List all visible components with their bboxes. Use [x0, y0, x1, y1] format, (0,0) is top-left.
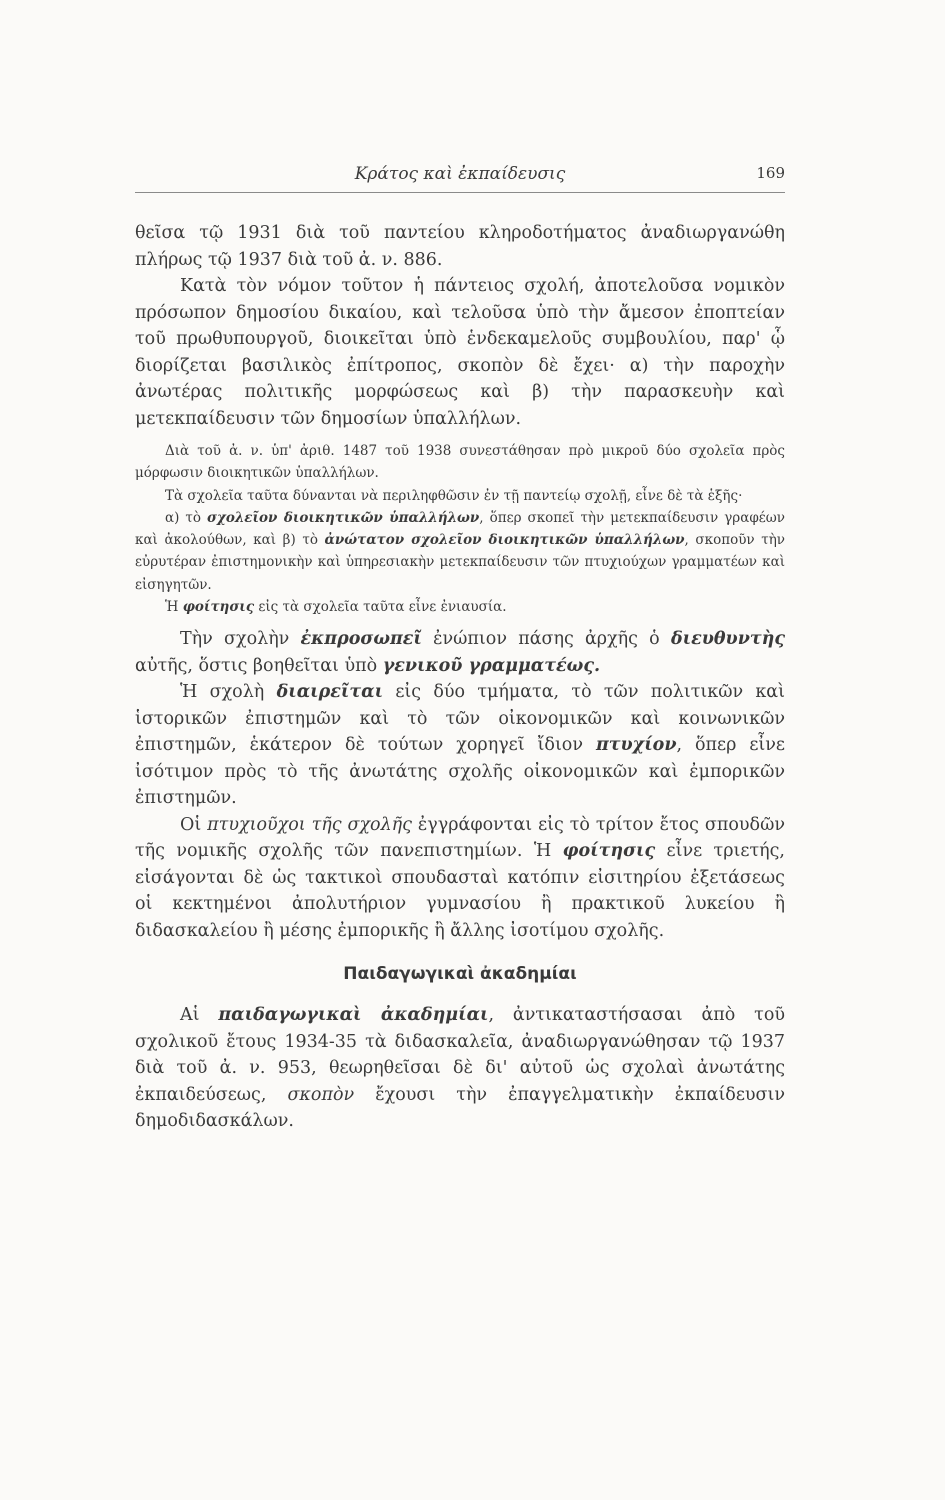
emphasis-diploma: πτυχίον: [595, 735, 677, 756]
header-rule: [135, 192, 785, 193]
paragraph-schools-founded: Διὰ τοῦ ἀ. ν. ὑπ' ἀριθ. 1487 τοῦ 1938 συνεστάθησαν πρὸ μικροῦ δύο σχολεῖα πρὸς μόρφωσιν διοικητικῶν ὑπαλλήλων.: [135, 443, 785, 482]
paragraph-academies: Αἱ παιδαγωγικαὶ ἀκαδημίαι, ἀντικαταστήσασαι ἀπὸ τοῦ σχολικοῦ ἔτους 1934-35 τὰ διδασκαλεῖα, ἀναδιωργανώθησαν τῷ 1937 διὰ τοῦ ἀ. ν. 953, θεωρηθεῖσαι δὲ δι' αὐτοῦ ὡς σχολαὶ ἀνωτάτης ἐκπαιδεύσεως, σκοπὸν ἔχουσι τὴν ἐπαγγελματικὴν ἐκπαίδευσιν δημοδιδασκάλων.: [135, 1005, 786, 1132]
emphasis-director: διευθυντὴς: [670, 629, 785, 650]
page-body: [135, 220, 785, 1135]
emphasis-divided: διαιρεῖται: [276, 682, 384, 703]
paragraph-divisions: Ἡ σχολὴ διαιρεῖται εἰς δύο τμήματα, τὸ τῶν πολιτικῶν καὶ ἱστορικῶν ἐπιστημῶν καὶ τὸ τῶν οἰκονομικῶν καὶ κοινωνικῶν ἐπιστημῶν, ἑκάτερον δὲ τούτων χορηγεῖ ἴδιον πτυχίον, ὅπερ εἶνε ἰσότιμον πρὸς τὸ τῆς ἀνωτάτης σχολῆς οἰκονομικῶν καὶ ἐμπορικῶν ἐπιστημῶν.: [135, 682, 785, 809]
emphasis-attendance-2: φοίτησις: [562, 841, 656, 862]
paragraph-graduates: Οἱ πτυχιοῦχοι τῆς σχολῆς ἐγγράφονται εἰς τὸ τρίτον ἔτος σπουδῶν τῆς νομικῆς σχολῆς τῶν πανεπιστημίων. Ἡ φοίτησις εἶνε τριετής, εἰσάγονται δὲ ὡς τακτικοὶ σπουδασταὶ κατόπιν εἰσιτηρίου ἐξετάσεως οἱ κεκτημένοι ἀπολυτήριον γυμνασίου ἢ πρακτικοῦ λυκείου ἢ διδασκαλείου ἢ μέσης ἐμπορικῆς ἢ ἄλλης ἰσοτίμου σχολῆς.: [135, 814, 785, 941]
running-title: Κράτος καὶ ἐκπαίδευσις: [354, 164, 566, 184]
page-number: 169: [756, 164, 785, 182]
emphasis-academies: παιδαγωγικαὶ ἀκαδημίαι: [218, 1005, 489, 1026]
emphasis-graduates: πτυχιοῦχοι τῆς σχολῆς: [207, 814, 412, 835]
emphasis-attendance: φοίτησις: [182, 599, 255, 616]
emphasis-represents: ἐκπροσωπεῖ: [300, 629, 422, 650]
paragraph-attendance: Ἡ φοίτησις εἰς τὰ σχολεῖα ταῦτα εἶνε ἐνιαυσία.: [165, 599, 507, 616]
paragraph-continuation: θεῖσα τῷ 1931 διὰ τοῦ παντείου κληροδοτήματος ἀναδιωργανώθη πλήρως τῷ 1937 διὰ τοῦ ἀ. ν. 886.: [135, 223, 785, 270]
paragraph-schools-list: α) τὸ σχολεῖον διοικητικῶν ὑπαλλήλων, ὅπερ σκοπεῖ τὴν μετεκπαίδευσιν γραφέων καὶ ἀκολούθων, καὶ β) τὸ ἀνώτατον σχολεῖον διοικητικῶν ὑπαλλήλων, σκοποῦν τὴν εὐρυτέραν ἐπιστημονικὴν καὶ ὑπηρεσιακὴν μετεκπαίδευσιν τῶν πτυχιούχων γραμματέων καὶ εἰσηγητῶν.: [135, 509, 785, 593]
emphasis-secretary: γενικοῦ γραμματέως.: [382, 655, 601, 676]
paragraph-schools-list-intro: Τὰ σχολεῖα ταῦτα δύνανται νὰ περιληφθῶσιν ἐν τῇ παντείῳ σχολῇ, εἶνε δὲ τὰ ἑξῆς·: [165, 487, 743, 504]
paragraph-pantios-law: Κατὰ τὸν νόμον τοῦτον ἡ πάντειος σχολή, ἀποτελοῦσα νομικὸν πρόσωπον δημοσίου δικαίου, καὶ τελοῦσα ὑπὸ τὴν ἄμεσον ἐποπτείαν τοῦ πρωθυπουργοῦ, διοικεῖται ὑπὸ ἑνδεκαμελοῦς συμβουλίου, παρ' ᾧ διορίζεται βασιλικὸς ἐπίτροπος, σκοπὸν δὲ ἔχει· α) τὴν παροχὴν ἀνωτέρας πολιτικῆς μορφώσεως καὶ β) τὴν παρασκευὴν καὶ μετεκπαίδευσιν τῶν δημοσίων ὑπαλλήλων.: [135, 276, 785, 429]
section-heading: Παιδαγωγικαὶ ἀκαδημίαι: [343, 964, 577, 985]
emphasis-school-a: σχολεῖον διοικητικῶν ὑπαλλήλων: [207, 509, 480, 526]
paragraph-representation: Τὴν σχολὴν ἐκπροσωπεῖ ἐνώπιον πάσης ἀρχῆς ὁ διευθυντὴς αὐτῆς, ὅστις βοηθεῖται ὑπὸ γενικοῦ γραμματέως.: [135, 629, 785, 676]
emphasis-purpose: σκοπὸν: [287, 1084, 355, 1105]
page-header: [135, 160, 785, 190]
emphasis-school-b: ἀνώτατον σχολεῖον διοικητικῶν ὑπαλλήλων: [324, 532, 685, 549]
